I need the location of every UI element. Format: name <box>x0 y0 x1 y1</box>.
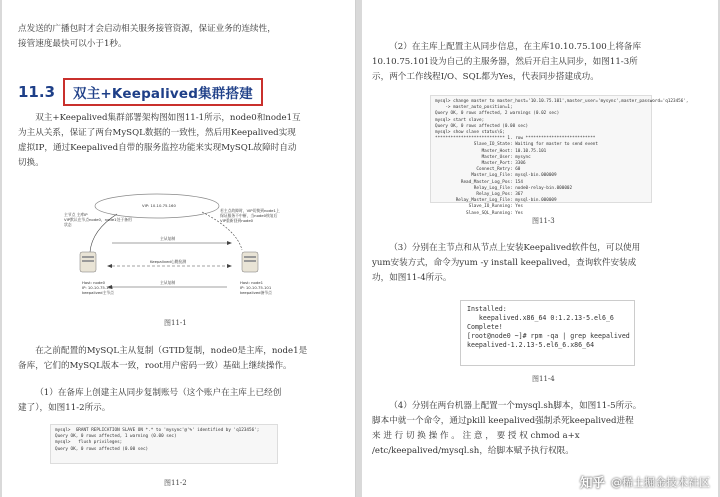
text-line: 示，两个工作线程I/O、SQL都为Yes，代表同步搭建成功。 <box>372 72 599 82</box>
terminal-line: [root@node0 ~]# rpm -qa | grep keepalived <box>467 332 630 340</box>
figure-caption: 图11-3 <box>532 217 555 225</box>
code-line: Connect_Retry: 60 <box>435 167 521 173</box>
text-line: 接管速度最快可以小于1秒。 <box>18 39 127 49</box>
code-line: Read_Master_Log_Pos: 154 <box>435 179 523 185</box>
arrowhead <box>227 241 232 245</box>
code-line: Master_Log_File: mysql-bin.000009 <box>435 173 557 179</box>
vip-label: VIP: 10.10.75.160 <box>142 203 176 208</box>
terminal-line: Installed: <box>467 305 507 313</box>
code-line: mysql> show slave status\G; <box>435 130 505 136</box>
node-line: IP: 10.10.75.100 <box>82 285 114 290</box>
section-number: 11.3 <box>18 83 56 101</box>
text-line: 为主从关系，保证了两台MySQL数据的一致性，然后用Keepalived实现 <box>18 128 296 138</box>
node0-label <box>82 280 114 295</box>
note-line: 主节点 主库IP <box>64 212 88 217</box>
note-line: VIP默认在节点node0，node1处于备用状态 <box>64 217 132 227</box>
node-line: keepalived备节点 <box>240 290 272 295</box>
left-page <box>2 0 356 497</box>
node-line: Host: node0 <box>82 280 106 285</box>
text-line: 10.10.75.101设为自己的主服务器，然后开启主从同步，如图11-3所 <box>372 57 638 67</box>
paragraph-step3 <box>372 241 708 286</box>
code-line: Query OK, 0 rows affected, 1 warning (0.00 sec) <box>55 434 177 440</box>
sync-label-top: 主从复制 <box>160 236 176 241</box>
code-line: -> master_auto_position=1; <box>435 105 513 111</box>
terminal-line: Complete! <box>467 323 503 331</box>
paragraph-step1 <box>18 386 348 416</box>
code-block-slave-status <box>430 95 689 216</box>
code-line: Master_Port: 3306 <box>435 161 526 167</box>
text-line: 功，如图11-4所示。 <box>372 273 452 283</box>
watermark-site: 知乎 <box>579 475 605 490</box>
left-note <box>64 212 134 227</box>
text-line: （1）在备库上创建主从同步复制账号（这个账户在主库上已经创 <box>35 388 282 398</box>
code-line: Relay_Master_Log_File: mysql-bin.000009 <box>435 198 557 204</box>
paragraph-replication <box>18 344 348 374</box>
text-line: 备库，它们的MySQL版本一致，root用户密码一致）基础上继续操作。 <box>18 361 292 371</box>
terminal-line: keepalived.x86_64 0:1.2.13-5.el6_6 <box>467 314 614 322</box>
code-line: Master_Host: 10.10.75.101 <box>435 148 547 154</box>
watermark-author: @稀土掘金技术社区 <box>611 476 710 489</box>
figure-caption: 图11-2 <box>164 479 187 487</box>
paragraph-step2 <box>372 40 708 85</box>
code-line: Master_User: mysync <box>435 154 531 160</box>
note-line: VIP重新回到node0 <box>220 218 254 223</box>
code-line: *************************** 1. row *************************** <box>435 136 596 142</box>
server-node1-icon <box>242 252 258 272</box>
node-line: IP: 10.10.75.101 <box>240 285 272 290</box>
heartbeat-label: Keepalived心跳检测 <box>150 259 186 264</box>
text-line: （4）分别在两台机器上配置一个mysql.sh脚本，如图11-5所示。 <box>389 401 642 411</box>
text-line: （2）在主库上配置主从同步信息，在主库10.10.75.100上将备库 <box>389 42 642 52</box>
code-line: mysql> start slave; <box>435 117 485 123</box>
note-line: 保证服务不中断，当node0恢复后 <box>220 213 278 218</box>
paragraph-step4 <box>372 399 708 459</box>
code-line: Slave_SQL_Running: Yes <box>435 210 523 216</box>
figure-caption: 图11-1 <box>164 319 187 327</box>
arrowhead <box>227 264 232 268</box>
code-line: Query OK, 0 rows affected, 2 warnings (0.02 sec) <box>435 111 560 117</box>
code-line: mysql> change master to master_host='10.10.75.101',master_user='mysync',master_password='q123456', <box>435 99 689 104</box>
right-note <box>220 208 302 223</box>
text-line: 双主+Keepalived集群部署架构图如图11-1所示，node0和node1互 <box>35 113 301 123</box>
figure-caption: 图11-4 <box>532 375 555 383</box>
paragraph-architecture <box>18 111 348 171</box>
intro-paragraph <box>18 22 348 52</box>
right-page <box>362 0 718 497</box>
code-line: Slave_IO_State: Waiting for master to send event <box>435 142 598 148</box>
watermark <box>580 473 710 491</box>
section-heading <box>18 78 263 106</box>
text-line: 点发送的广播包时才会启动相关服务接管资源，保证业务的连续性， <box>18 24 276 34</box>
code-line: mysql> flush privileges; <box>55 440 123 446</box>
text-line: 来 进 行 切 换 操 作 。 注 意 ， 要 授 权 chmod a+x <box>372 431 580 441</box>
text-line: yum安装方式，命令为yum -y install keepalived，查询软件安装成 <box>372 258 637 268</box>
terminal-output <box>460 300 635 366</box>
architecture-diagram <box>62 190 302 305</box>
node-line: keepalived主节点 <box>82 290 114 295</box>
server-node0-icon <box>80 252 96 272</box>
node-line: Host: node1 <box>240 280 264 285</box>
text-line: 在之前配置的MySQL主从复制（GTID复制，node0是主库，node1是 <box>35 346 308 356</box>
text-line: （3）分别在主节点和从节点上安装Keepalived软件包，可以使用 <box>389 243 641 253</box>
code-line: Query OK, 0 rows affected (0.00 sec) <box>435 123 529 129</box>
node1-label <box>240 280 272 295</box>
note-line: 若主点故障时，VIP切换到node1上 <box>220 208 280 213</box>
code-line: Query OK, 0 rows affected (0.00 sec) <box>55 446 149 452</box>
text-line: 虚拟IP，通过Keepalived自带的服务监控功能来实现MySQL故障时自动 <box>18 143 297 153</box>
code-line: Relay_Log_File: node0-relay-bin.000002 <box>435 185 573 191</box>
terminal-line: keepalived-1.2.13-5.el6_6.x86_64 <box>467 341 595 349</box>
sync-label-bottom: 主从复制 <box>160 280 176 285</box>
text-line: /etc/keepalived/mysql.sh，给脚本赋予执行权限。 <box>372 446 574 456</box>
code-line: mysql> GRANT REPLICATION SLAVE ON *.* to 'mysync'@'%' identified by 'q123456'; <box>55 428 260 433</box>
section-title: 双主+Keepalived集群搭建 <box>63 78 263 106</box>
text-line: 脚本中就一个命令，通过pkill keepalived强制杀死keepalived进程 <box>372 416 634 426</box>
text-line: 建了），如图11-2所示。 <box>18 403 111 413</box>
arrowhead <box>107 264 112 268</box>
code-line: Relay_Log_Pos: 367 <box>435 192 523 198</box>
code-block-grant <box>50 424 278 464</box>
code-line: Slave_IO_Running: Yes <box>435 204 523 210</box>
text-line: 切换。 <box>18 158 44 168</box>
